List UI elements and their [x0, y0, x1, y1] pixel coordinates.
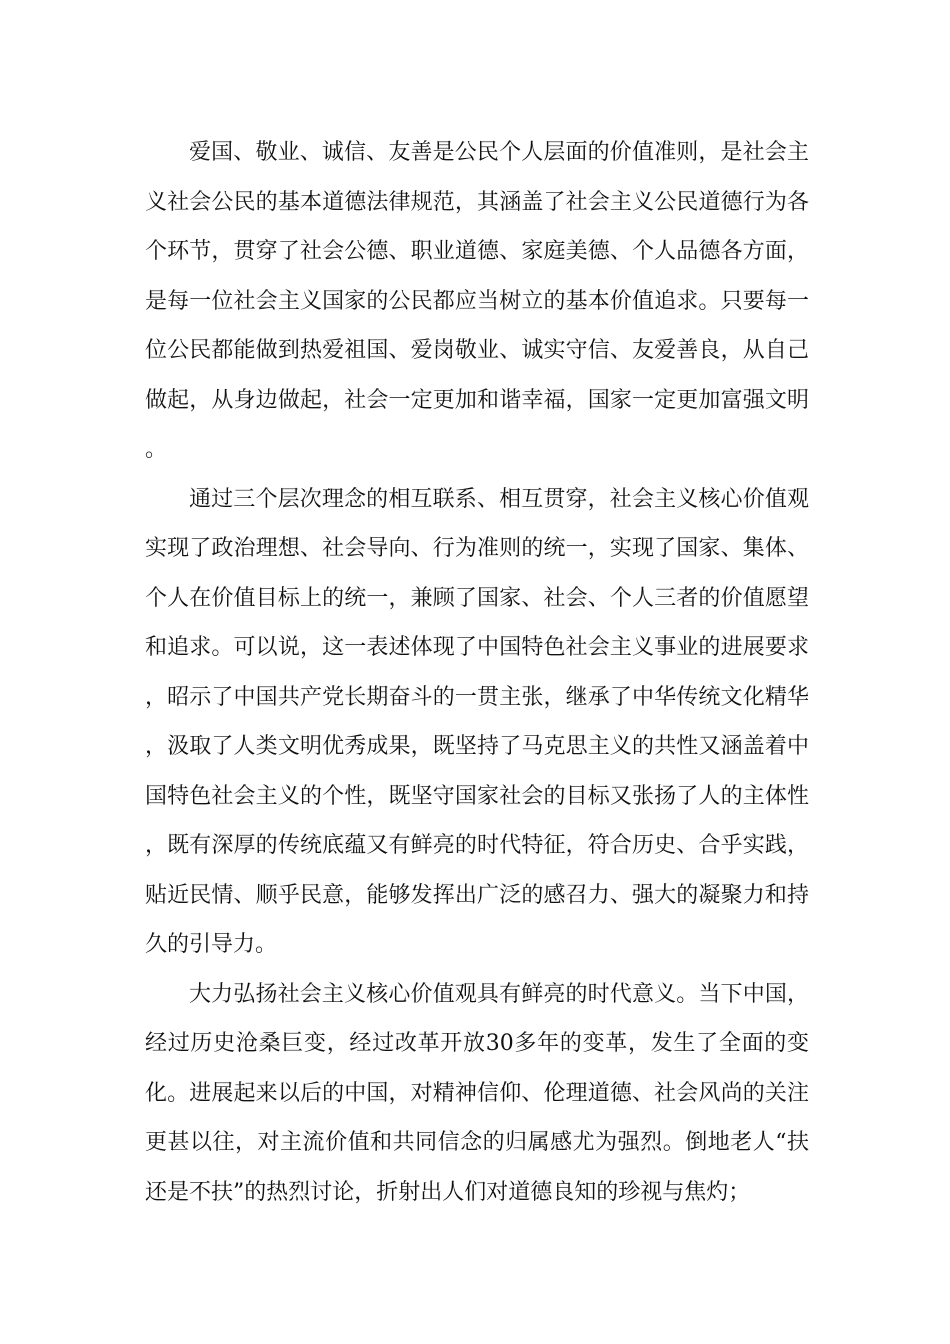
paragraph-three-levels: 通过三个层次理念的相互联系、相互贯穿，社会主义核心价值观实现了政治理想、社会导向、行为准则的统一，实现了国家、集体、个人在价值目标上的统一，兼顾了国家、社会、个人三者的价值愿望和追求。可以说，这一表述体现了中国特色社会主义事业的进展要求，昭示了中国共产党长期奋斗的一贯主张，继承了中华传统文化精华，汲取了人类文明优秀成果，既坚持了马克思主义的共性又涵盖着中国特色社会主义的个性，既坚守国家社会的目标又张扬了人的主体性，既有深厚的传统底蕴又有鲜亮的时代特征，符合历史、合乎实践，贴近民情、顺乎民意，能够发挥出广泛的感召力、强大的凝聚力和持久的引导力。 [145, 486, 809, 957]
paragraph-era-significance: 大力弘扬社会主义核心价值观具有鲜亮的时代意义。当下中国，经过历史沧桑巨变，经过改革开放30多年的变革，发生了全面的变化。进展起来以后的中国，对精神信仰、伦理道德、社会风尚的关注更甚以往，对主流价值和共同信念的归属感尤为强烈。倒地老人“扶还是不扶”的热烈讨论，折射出人们对道德良知的珍视与焦灼； [145, 981, 809, 1205]
document-body [145, 128, 809, 1217]
paragraph-personal-values: 爱国、敬业、诚信、友善是公民个人层面的价值准则，是社会主义社会公民的基本道德法律规范，其涵盖了社会主义公民道德行为各个环节，贯穿了社会公德、职业道德、家庭美德、个人品德各方面，是每一位社会主义国家的公民都应当树立的基本价值追求。只要每一位公民都能做到热爱祖国、爱岗敬业、诚实守信、友爱善良，从自己做起，从身边做起，社会一定更加和谐幸福，国家一定更加富强文明。 [145, 140, 809, 462]
